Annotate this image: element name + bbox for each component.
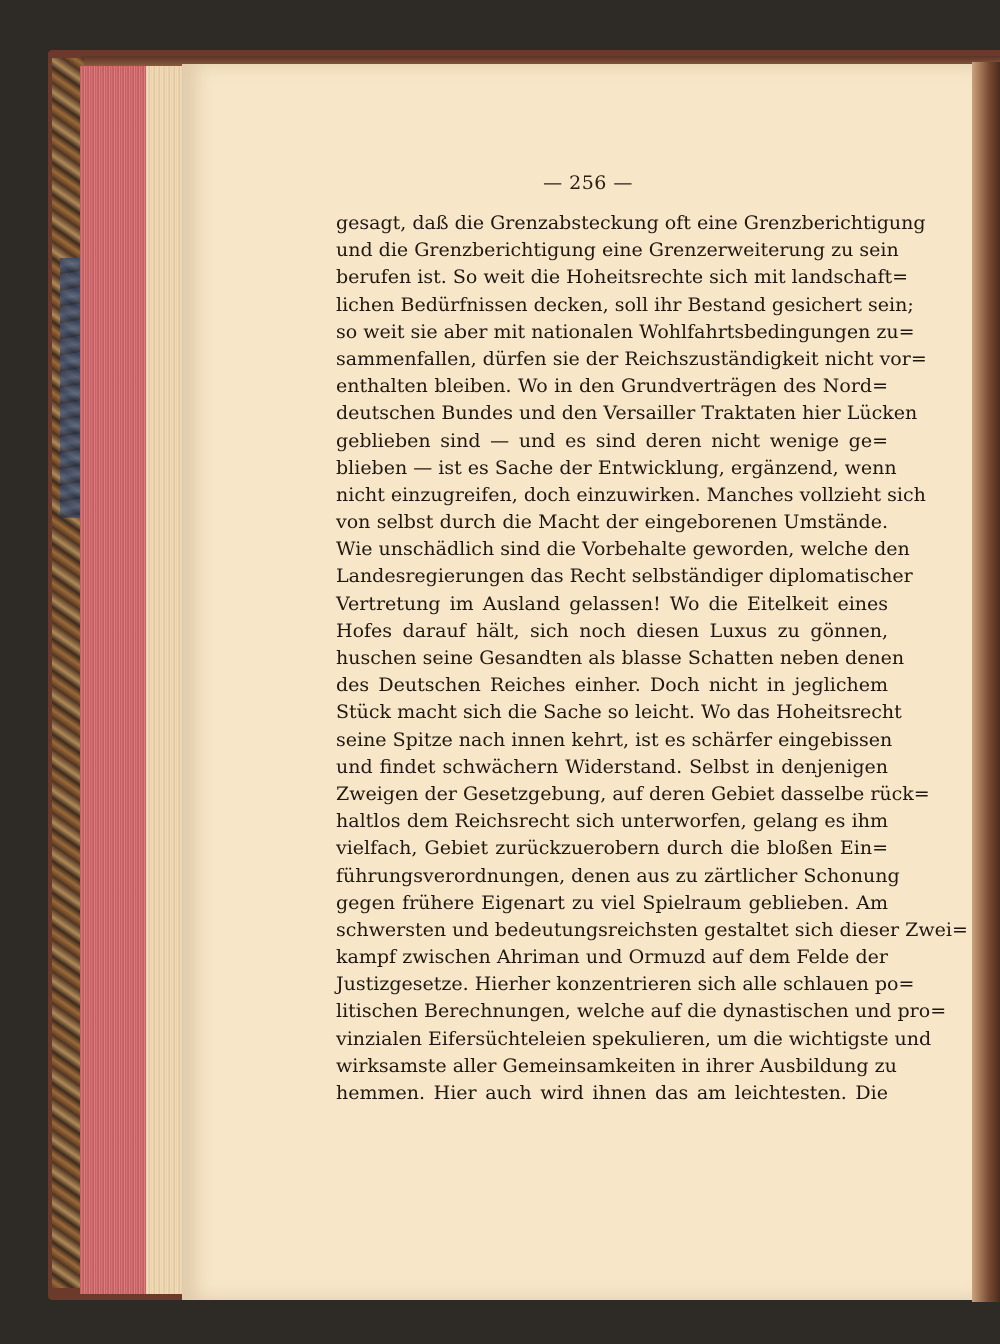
text-line: Stück macht sich die Sache so leicht. Wo das Hoheitsrecht — [336, 701, 902, 724]
text-line: enthalten bleiben. Wo in den Grundverträgen des Nord= — [336, 375, 888, 398]
book-page — [182, 64, 972, 1300]
text-line: Landesregierungen das Recht selbständiger diplomatischer — [336, 565, 913, 588]
page-fore-edge — [80, 66, 150, 1294]
text-line: lichen Bedürfnissen decken, soll ihr Bestand gesichert sein; — [336, 293, 914, 316]
body-text — [336, 210, 968, 1107]
text-line: Vertretung im Ausland gelassen! Wo die Eitelkeit eines — [336, 592, 888, 615]
text-line: von selbst durch die Macht der eingeborenen Umstände. — [336, 511, 888, 534]
text-line: sammenfallen, dürfen sie der Reichszuständigkeit nicht vor= — [336, 347, 927, 370]
text-line: vinzialen Eifersüchteleien spekulieren, um die wichtigste und — [336, 1027, 932, 1050]
text-line: nicht einzugreifen, doch einzuwirken. Manches vollzieht sich — [336, 483, 926, 506]
page-stack-edge — [146, 66, 184, 1294]
page-number: — 256 — — [543, 172, 633, 194]
text-line: des Deutschen Reiches einher. Doch nicht in jeglichem — [336, 674, 888, 697]
text-line: vielfach, Gebiet zurückzuerobern durch die bloßen Ein= — [336, 837, 888, 860]
text-line: Justizgesetze. Hierher konzentrieren sich alle schlauen po= — [336, 973, 915, 996]
text-line: deutschen Bundes und den Versailler Traktaten hier Lücken — [336, 402, 918, 425]
text-line: haltlos dem Reichsrecht sich unterworfen, gelang es ihm — [336, 810, 888, 833]
text-line: und findet schwächern Widerstand. Selbst in denjenigen — [336, 755, 888, 778]
text-line: führungsverordnungen, denen aus zu zärtlicher Schonung — [336, 864, 900, 887]
text-line: gesagt, daß die Grenzabsteckung oft eine Grenzberichtigung — [336, 212, 926, 234]
text-line: kampf zwischen Ahriman und Ormuzd auf dem Felde der — [336, 946, 888, 969]
text-line: blieben — ist es Sache der Entwicklung, ergänzend, wenn — [336, 456, 897, 479]
text-line: huschen seine Gesandten als blasse Schatten neben denen — [336, 647, 905, 669]
marbled-pattern — [60, 258, 82, 518]
text-line: litischen Berechnungen, welche auf die dynastischen und pro= — [336, 1000, 947, 1023]
text-line: geblieben sind — und es sind deren nicht wenige ge= — [336, 429, 888, 452]
text-line: wirksamste aller Gemeinsamkeiten in ihrer Ausbildung zu — [336, 1054, 897, 1077]
text-line: Hofes darauf hält, sich noch diesen Luxus zu gönnen, — [336, 619, 888, 642]
text-line: berufen ist. So weit die Hoheitsrechte sich mit landschaft= — [336, 266, 909, 289]
text-line: Wie unschädlich sind die Vorbehalte geworden, welche den — [336, 538, 910, 561]
text-line: Zweigen der Gesetzgebung, auf deren Gebiet dasselbe rück= — [336, 782, 930, 805]
book-gutter-edge — [972, 62, 1000, 1302]
text-line: gegen frühere Eigenart zu viel Spielraum geblieben. Am — [336, 891, 888, 914]
text-line: seine Spitze nach innen kehrt, ist es schärfer eingebissen — [336, 728, 893, 751]
text-line: hemmen. Hier auch wird ihnen das am leichtesten. Die — [336, 1082, 888, 1104]
text-line: so weit sie aber mit nationalen Wohlfahrtsbedingungen zu= — [336, 320, 915, 343]
text-line: und die Grenzberichtigung eine Grenzerweiterung zu sein — [336, 239, 899, 262]
text-line: schwersten und bedeutungsreichsten gestaltet sich dieser Zwei= — [336, 918, 968, 941]
